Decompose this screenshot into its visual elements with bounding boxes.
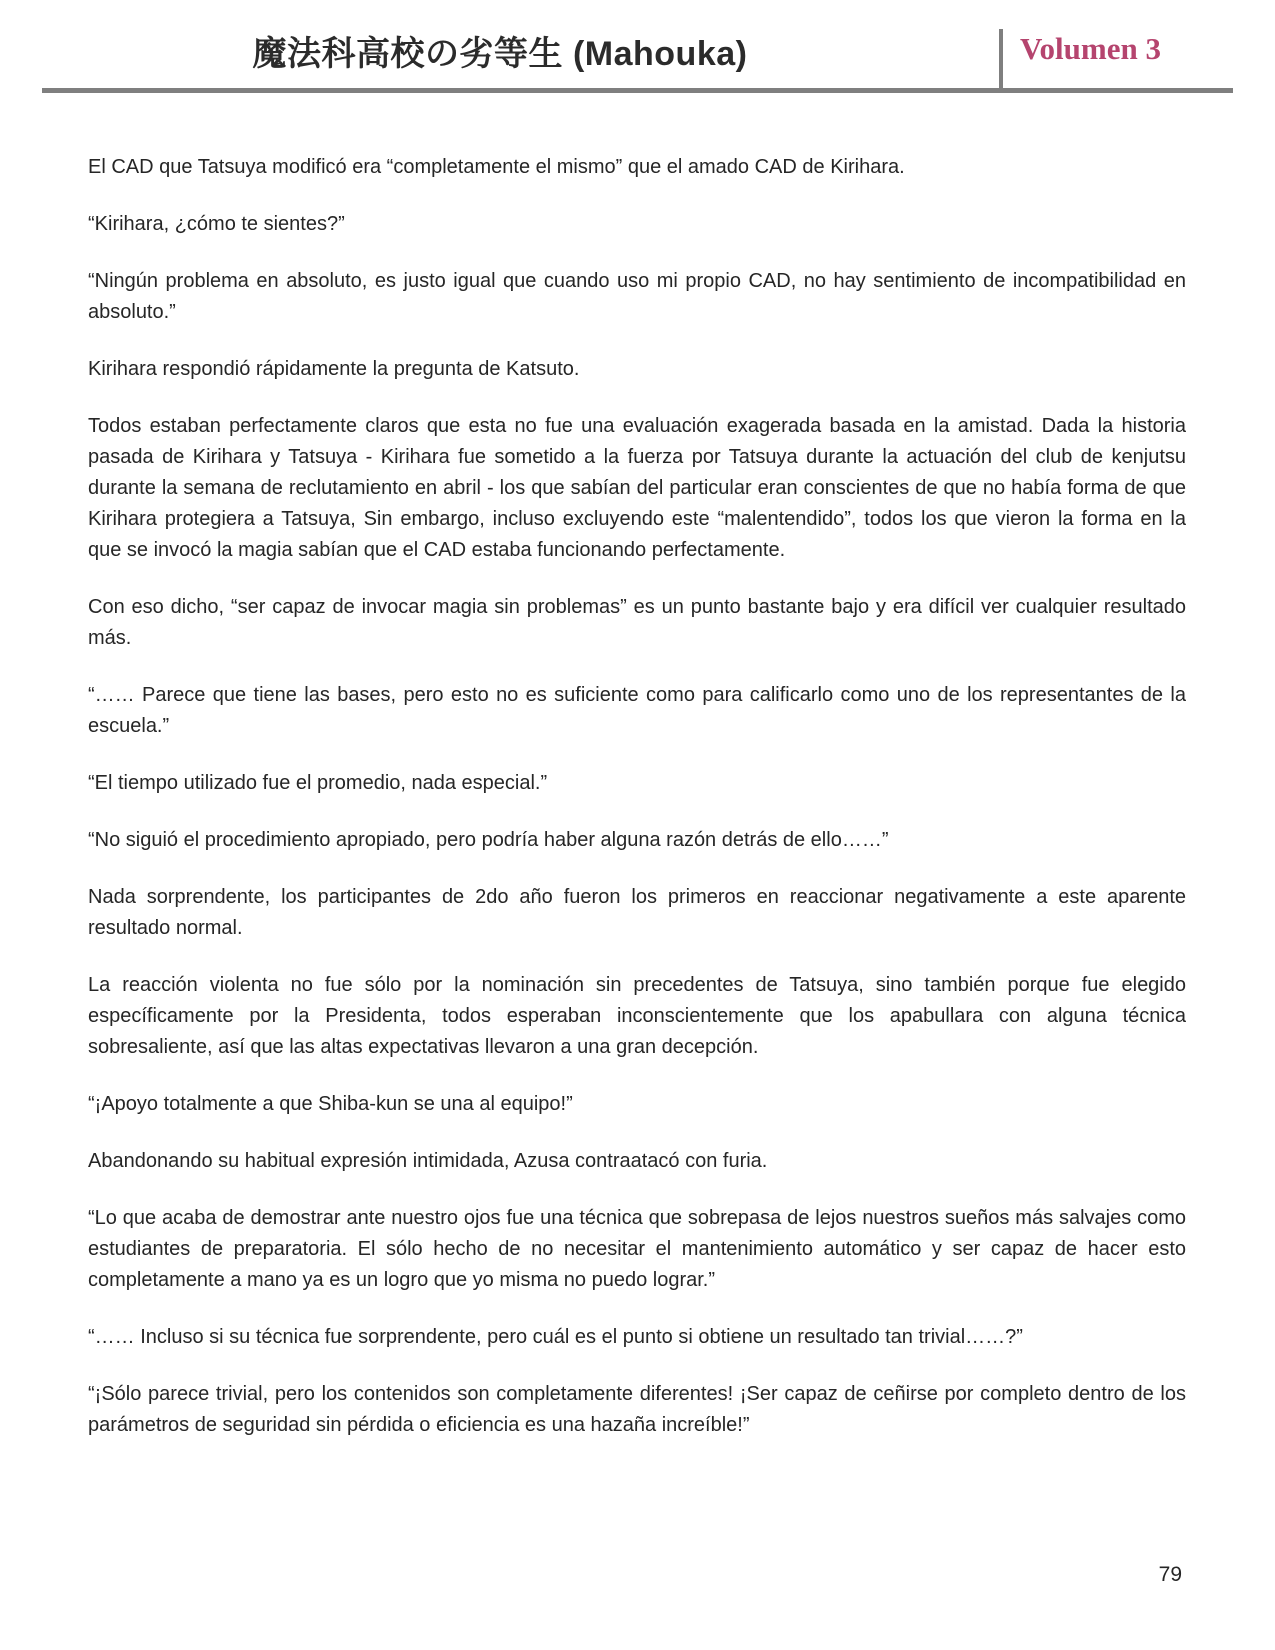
paragraph: Todos estaban perfectamente claros que esta no fue una evaluación exagerada basada en la amistad. Dada la historia pasada de Kirihara y Tatsuya - Kirihara fue sometido a la fuerza por Tatsuya durante la actuación del club de kenjutsu durante la semana de reclutamiento en abril - los que sabían del particular eran conscientes de que no había forma de que Kirihara protegiera a Tatsuya, Sin embargo, incluso excluyendo este “malentendido”, todos los que vieron la forma en la que se invocó la magia sabían que el CAD estaba funcionando perfectamente. [88,415,1186,561]
paragraph: “…… Parece que tiene las bases, pero esto no es suficiente como para calificarlo como uno de los representantes de la escuela.” [88,684,1186,737]
page-number: 79 [1158,1563,1182,1586]
paragraph: “…… Incluso si su técnica fue sorprendente, pero cuál es el punto si obtiene un resultado tan trivial……?” [88,1326,1023,1348]
paragraph: La reacción violenta no fue sólo por la nominación sin precedentes de Tatsuya, sino también porque fue elegido específicamente por la Presidenta, todos esperaban inconscientemente que los apabullara con alguna técnica sobresaliente, así que las altas expectativas llevaron a una gran decepción. [88,974,1186,1058]
paragraph: “El tiempo utilizado fue el promedio, nada especial.” [88,772,548,794]
paragraph: “No siguió el procedimiento apropiado, pero podría haber alguna razón detrás de ello……” [88,829,889,851]
header-horizontal-rule [42,88,1233,93]
paragraph: Nada sorprendente, los participantes de 2do año fueron los primeros en reaccionar negativamente a este aparente resultado normal. [88,886,1186,939]
header-vertical-divider [999,29,1003,92]
paragraph: Kirihara respondió rápidamente la pregunta de Katsuto. [88,358,580,380]
paragraph: “¡Sólo parece trivial, pero los contenidos son completamente diferentes! ¡Ser capaz de ceñirse por completo dentro de los parámetros de seguridad sin pérdida o eficiencia es una hazaña increíble!” [88,1383,1186,1436]
paragraph: “¡Apoyo totalmente a que Shiba-kun se una al equipo!” [88,1093,573,1115]
page-header [0,0,1275,93]
paragraph: “Lo que acaba de demostrar ante nuestro ojos fue una técnica que sobrepasa de lejos nuestros sueños más salvajes como estudiantes de preparatoria. El sólo hecho de no necesitar el mantenimiento automático y ser capaz de hacer esto completamente a mano ya es un logro que yo misma no puedo lograr.” [88,1207,1186,1291]
paragraph: Con eso dicho, “ser capaz de invocar magia sin problemas” es un punto bastante bajo y era difícil ver cualquier resultado más. [88,596,1186,649]
paragraph: Abandonando su habitual expresión intimidada, Azusa contraatacó con furia. [88,1150,768,1172]
page-title: 魔法科高校の劣等生 (Mahouka) [252,35,748,73]
paragraph: El CAD que Tatsuya modificó era “completamente el mismo” que el amado CAD de Kirihara. [88,156,905,178]
paragraph: “Kirihara, ¿cómo te sientes?” [88,213,345,235]
volume-label: Volumen 3 [1020,31,1161,66]
paragraph: “Ningún problema en absoluto, es justo igual que cuando uso mi propio CAD, no hay sentimiento de incompatibilidad en absoluto.” [88,270,1186,323]
document-body [88,152,1186,1467]
